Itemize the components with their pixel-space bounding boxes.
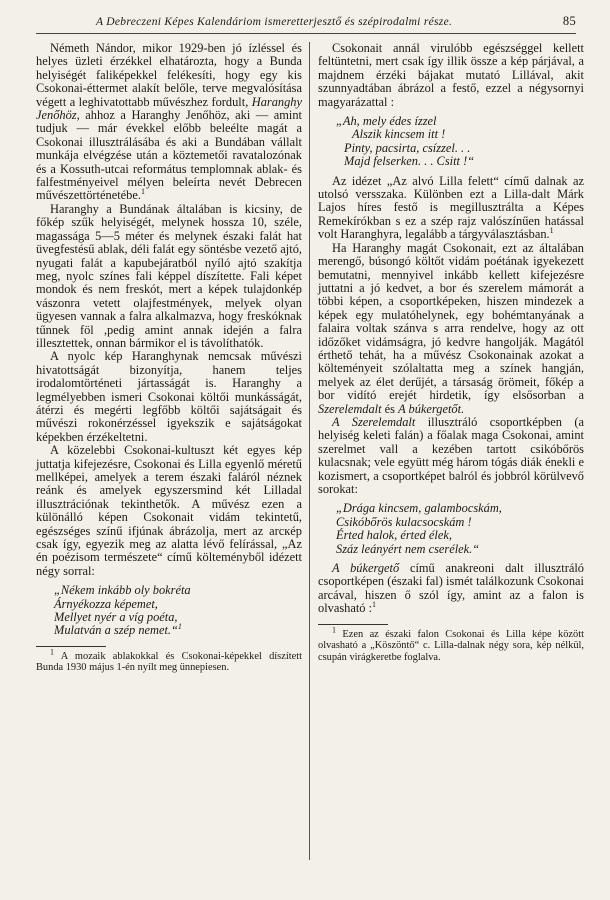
paragraph: A nyolc kép Haranghynak nemcsak művészi hivatottságát bizonyítja, hanem teljes irodalomtörténeti jártasságát is. Haranghy a legmélyebben ismeri Csokonai költői munkásságát, átérzi és megérti legfőbb költői sajátságait és művészi rokonérzéssel igyekszik e sajátságokat képekben érzékeltetni. — [36, 349, 302, 444]
poem-line: Árnyékozza képemet, — [54, 596, 158, 611]
paragraph: Az idézet „Az alvó Lilla felett“ című dalnak az utolsó versszaka. Különben ezt a Lilla-dalt Márk Lajos híres festő is megillusztrálta a Képes Remekírókban s ez a szép rajz valószínűen hatással volt Haranghyra, legalább a tárgyválasztásban.$^1$ — [318, 173, 584, 242]
poem-line: Pinty, pacsirta, csízzel. . . — [344, 140, 471, 155]
paragraph: A Szerelemdalt illusztráló csoportképben (a helyiség keleti falán) a főalak maga Csokonai, amint szerelmet vall a kezében tartott csikóbőrös kulacsnak; vele együtt még három tógás diák énekli e kozismert, a csoportképet balról és jobbról körülvevő sorokat: — [318, 414, 584, 496]
poem-quote — [54, 584, 302, 638]
poem-line: „Nékem inkább oly bokréta — [54, 583, 191, 598]
paragraph: Németh Nándor, mikor 1929-ben jó ízléssel és helyes üzleti érzékkel elhatározta, hogy a Bunda helyiségét faliképekkel felékesíti, hogy egy kis Csokonai-éttermet alakít belőle, terve megvalósítása végett a leghivatottabb művészhez fordult, Haranghy Jenőhöz, ahhoz a Haranghy Jenőhöz, aki — amint tudjuk — már évekkel előbb beleélte magát a Csokonai illusztrálásába és aki a Bundában vállalt munkája elvégzése után a köztemetői ravatalozónak és a Kossuth-utcai református templomnak ablak- és falfestményeivel mélyen beleírta nevét Debrecen művészettörténetébe.$^1$ — [36, 41, 302, 203]
footnote-ref: 1 — [372, 600, 377, 610]
poem-line: „Ah, mely édes ízzel — [336, 114, 437, 129]
poem-line: Mellyet nyér a víg poéta, — [54, 610, 178, 625]
left-column — [36, 42, 302, 674]
poem-line: Majd felserken. . . Csitt !“ — [344, 154, 475, 169]
column-divider — [309, 42, 310, 860]
poem-line: „Drága kincsem, galambocskám, — [336, 501, 502, 516]
footnote-ref: 1 — [549, 226, 554, 236]
poem-quote — [336, 502, 584, 556]
poem-line: Érted halok, érted élek, — [336, 528, 452, 543]
paragraph: Csokonait annál virulóbb egészséggel kellett feltüntetni, mert csak így illik össze a kép párjával, a majdnem érzéki bájakat mutató Lillával, akit szunnyadtában ábrázol a festő, ezzel a négysornyi magyarázattal : — [318, 41, 584, 109]
footnote-separator — [36, 646, 106, 647]
footnote-ref: 1 — [140, 187, 145, 197]
footnote-ref: 1 — [177, 622, 182, 632]
paragraph: Haranghy a Bundának általában is kicsiny, de főkép szűk helyiségét, melynek hossza 10, szélе, magassága 5—5 méter és melynek északi falát hat üvegfestésű ablak, déli falát egy söntésbe vezető ajtó, nyugati falát a kapubejáratból nyíló ajtó szakítja meg, nyolc színes fali képpel díszítette. Fali képet mondok és nem freskót, mert a képek tulajdonkép vászonra vetett olajfestmények, melyek olyan ügyesen vannak a falra alkalmazva, hogy freskóknak tűnnek föl ,pedig amint annak idején a falra illesztettek, onnan bármikor el is távolíthatók. — [36, 201, 302, 350]
running-title: A Debreczeni Képes Kalendáriom ismeretterjesztő és szépirodalmi része. — [96, 16, 453, 28]
footnote-separator — [318, 624, 388, 625]
poem-quote — [336, 115, 584, 169]
paragraph: A közelebbi Csokonai-kultuszt két egyes kép juttatja kifejezésre, Csokonai és Lilla egyenlő méretű mellképei, amelyek a terem északi faláról néznek reánk és amelyek egyszersmind két Lillаdal illusztrációnak tekinthetők. A művész ezen a különálló képen Csokonait vidám tekintetű, egészséges színű ifjúnak ábrázolja, mert az arcкép csak így, egyezik meg az alatta lévő felírással, „Az én poézisom természete“ című költeményből idézett négy sorral: — [36, 443, 302, 578]
running-header — [36, 14, 576, 32]
footnote: $^1$ Ezen az északi falon Csokonai és Lilla képe között olvasható a „Köszöntő“ c. Lilla-dalnak négy sora, kép nélkül, csupán virágkeretbe foglalva. — [318, 625, 584, 663]
right-column — [318, 42, 584, 663]
footnote: $^1$ A mozaik ablakokkal és Csokonai-képekkel díszített Bunda 1930 május 1-én nyílt meg ünnepiesen. — [36, 647, 303, 674]
poem-line: Alszik kincsem itt ! — [352, 127, 446, 142]
italic-name: Haranghy Jenőhöz, — [36, 94, 302, 123]
paragraph: A búkergető című anakreoni dalt illusztráló csoportképen (északi fal) ismét találkozunk Csokonai arcával, hiszen ő szól így, amint az a falon is olvasható :$^1$ — [318, 561, 584, 616]
poem-line: Száz leányért nem cserélek.“ — [336, 541, 480, 556]
page-number: 85 — [562, 14, 576, 28]
poem-line: Csikóbőrös kulacsocskám ! — [336, 514, 472, 529]
paragraph: Ha Haranghy magát Csokonait, ezt az általában merengő, búsongó költőt vidám poétának igyekezett bemutatni, mennyivel inkább kellett kifejezésre juttatni a jó kedvet, a bor és szerelem mámorát a többi képen, a csoportképeken, hiszen mindezek a képek egy mulatóhelynek, egy bohémtanyának a falaira voltak szánva s arra rendelve, hogy az ott időzőket vidámságra, jó kedvre hangolják. Magától érthető tehát, ha a művész Csokonainak azokat a költeményeit szólaltatta meg a színek hangján, melyek az élet derűjét, a társaság örömeit, főkép a bor vidító erejét hirdetik, így elsősorban a Szerelemdalt és A búkergetőt. — [318, 240, 584, 416]
poem-line: Mulatván a szép nemet.“$^1$ — [54, 622, 182, 638]
header-rule — [36, 33, 576, 34]
